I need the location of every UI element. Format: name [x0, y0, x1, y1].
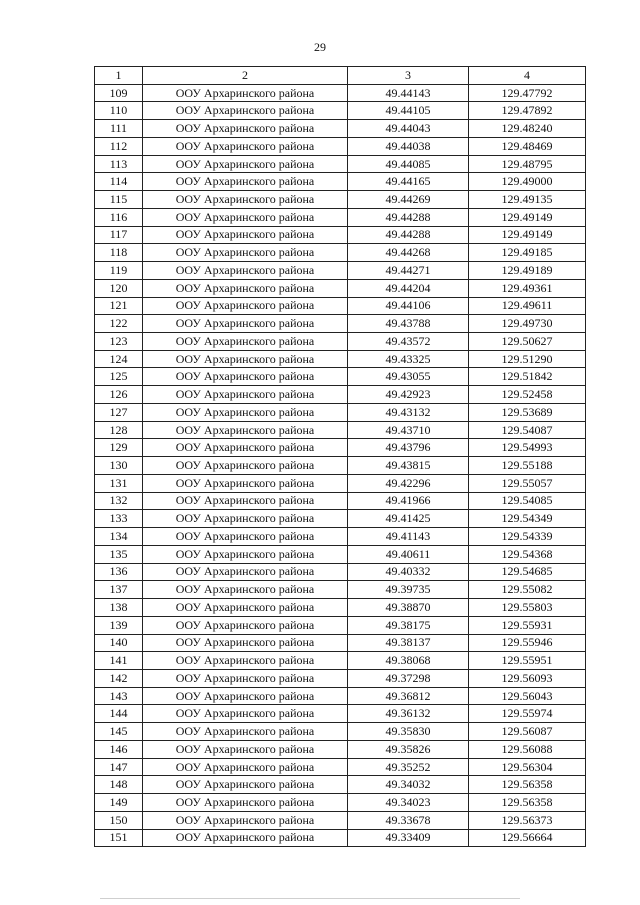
- row-number-cell: 131: [95, 474, 143, 492]
- row-longitude-cell: 129.55951: [469, 652, 586, 670]
- table-row: [95, 581, 586, 599]
- row-latitude-cell: 49.36812: [348, 687, 469, 705]
- row-number-cell: 117: [95, 226, 143, 244]
- row-longitude-cell: 129.55931: [469, 616, 586, 634]
- row-name-cell: ООУ Архаринского района: [143, 297, 348, 315]
- row-latitude-cell: 49.33678: [348, 811, 469, 829]
- row-latitude-cell: 49.44288: [348, 226, 469, 244]
- table-row: [95, 155, 586, 173]
- row-latitude-cell: 49.44043: [348, 120, 469, 138]
- row-name-cell: ООУ Архаринского района: [143, 403, 348, 421]
- row-name-cell: ООУ Архаринского района: [143, 474, 348, 492]
- table-row: [95, 474, 586, 492]
- row-number-cell: 125: [95, 368, 143, 386]
- table-row: [95, 279, 586, 297]
- row-longitude-cell: 129.48795: [469, 155, 586, 173]
- table-row: [95, 102, 586, 120]
- row-longitude-cell: 129.54685: [469, 563, 586, 581]
- row-name-cell: ООУ Архаринского района: [143, 616, 348, 634]
- row-longitude-cell: 129.56088: [469, 740, 586, 758]
- row-name-cell: ООУ Архаринского района: [143, 421, 348, 439]
- table-row: [95, 528, 586, 546]
- row-number-cell: 129: [95, 439, 143, 457]
- row-latitude-cell: 49.34032: [348, 776, 469, 794]
- table-row: [95, 439, 586, 457]
- row-longitude-cell: 129.54993: [469, 439, 586, 457]
- row-latitude-cell: 49.34023: [348, 794, 469, 812]
- row-latitude-cell: 49.44288: [348, 208, 469, 226]
- table-row: [95, 776, 586, 794]
- row-number-cell: 110: [95, 102, 143, 120]
- row-name-cell: ООУ Архаринского района: [143, 687, 348, 705]
- row-latitude-cell: 49.43815: [348, 457, 469, 475]
- table-row: [95, 634, 586, 652]
- row-name-cell: ООУ Архаринского района: [143, 776, 348, 794]
- row-name-cell: ООУ Архаринского района: [143, 563, 348, 581]
- row-latitude-cell: 49.39735: [348, 581, 469, 599]
- row-latitude-cell: 49.38870: [348, 599, 469, 617]
- row-name-cell: ООУ Архаринского района: [143, 723, 348, 741]
- row-latitude-cell: 49.44204: [348, 279, 469, 297]
- row-longitude-cell: 129.52458: [469, 386, 586, 404]
- row-name-cell: ООУ Архаринского района: [143, 386, 348, 404]
- table-row: [95, 723, 586, 741]
- row-latitude-cell: 49.43325: [348, 350, 469, 368]
- row-longitude-cell: 129.49000: [469, 173, 586, 191]
- row-longitude-cell: 129.54368: [469, 545, 586, 563]
- row-latitude-cell: 49.42923: [348, 386, 469, 404]
- row-latitude-cell: 49.41425: [348, 510, 469, 528]
- row-longitude-cell: 129.49149: [469, 226, 586, 244]
- row-name-cell: ООУ Архаринского района: [143, 794, 348, 812]
- row-number-cell: 109: [95, 84, 143, 102]
- row-latitude-cell: 49.44106: [348, 297, 469, 315]
- table-row: [95, 599, 586, 617]
- row-longitude-cell: 129.49149: [469, 208, 586, 226]
- table-header-row: [95, 67, 586, 85]
- row-name-cell: ООУ Архаринского района: [143, 811, 348, 829]
- row-longitude-cell: 129.51842: [469, 368, 586, 386]
- row-longitude-cell: 129.51290: [469, 350, 586, 368]
- table-row: [95, 333, 586, 351]
- table-row: [95, 758, 586, 776]
- row-latitude-cell: 49.44038: [348, 137, 469, 155]
- row-name-cell: ООУ Архаринского района: [143, 155, 348, 173]
- row-longitude-cell: 129.49361: [469, 279, 586, 297]
- row-number-cell: 124: [95, 350, 143, 368]
- table-row: [95, 829, 586, 847]
- row-number-cell: 115: [95, 191, 143, 209]
- row-latitude-cell: 49.35830: [348, 723, 469, 741]
- row-latitude-cell: 49.38175: [348, 616, 469, 634]
- table-row: [95, 457, 586, 475]
- row-longitude-cell: 129.54339: [469, 528, 586, 546]
- row-number-cell: 132: [95, 492, 143, 510]
- row-longitude-cell: 129.56304: [469, 758, 586, 776]
- row-longitude-cell: 129.55057: [469, 474, 586, 492]
- row-latitude-cell: 49.43055: [348, 368, 469, 386]
- row-longitude-cell: 129.55188: [469, 457, 586, 475]
- table-row: [95, 350, 586, 368]
- row-name-cell: ООУ Архаринского района: [143, 528, 348, 546]
- row-longitude-cell: 129.56087: [469, 723, 586, 741]
- row-longitude-cell: 129.56358: [469, 794, 586, 812]
- table-row: [95, 616, 586, 634]
- table-row: [95, 740, 586, 758]
- row-number-cell: 149: [95, 794, 143, 812]
- row-latitude-cell: 49.41966: [348, 492, 469, 510]
- row-longitude-cell: 129.48240: [469, 120, 586, 138]
- row-number-cell: 143: [95, 687, 143, 705]
- row-latitude-cell: 49.43788: [348, 315, 469, 333]
- row-longitude-cell: 129.56043: [469, 687, 586, 705]
- row-name-cell: ООУ Архаринского района: [143, 191, 348, 209]
- row-longitude-cell: 129.56358: [469, 776, 586, 794]
- row-name-cell: ООУ Архаринского района: [143, 492, 348, 510]
- row-longitude-cell: 129.50627: [469, 333, 586, 351]
- row-number-cell: 114: [95, 173, 143, 191]
- row-longitude-cell: 129.49611: [469, 297, 586, 315]
- row-longitude-cell: 129.55803: [469, 599, 586, 617]
- row-latitude-cell: 49.35252: [348, 758, 469, 776]
- table-row: [95, 510, 586, 528]
- row-longitude-cell: 129.48469: [469, 137, 586, 155]
- row-name-cell: ООУ Архаринского района: [143, 829, 348, 847]
- table-row: [95, 811, 586, 829]
- row-name-cell: ООУ Архаринского района: [143, 279, 348, 297]
- row-longitude-cell: 129.49189: [469, 262, 586, 280]
- row-latitude-cell: 49.44269: [348, 191, 469, 209]
- row-number-cell: 123: [95, 333, 143, 351]
- row-name-cell: ООУ Архаринского района: [143, 262, 348, 280]
- row-name-cell: ООУ Архаринского района: [143, 457, 348, 475]
- table-row: [95, 705, 586, 723]
- row-latitude-cell: 49.35826: [348, 740, 469, 758]
- coordinates-table: [94, 66, 586, 847]
- row-number-cell: 141: [95, 652, 143, 670]
- row-longitude-cell: 129.55946: [469, 634, 586, 652]
- row-number-cell: 126: [95, 386, 143, 404]
- table-row: [95, 297, 586, 315]
- row-latitude-cell: 49.41143: [348, 528, 469, 546]
- row-longitude-cell: 129.53689: [469, 403, 586, 421]
- row-longitude-cell: 129.49730: [469, 315, 586, 333]
- row-name-cell: ООУ Архаринского района: [143, 634, 348, 652]
- row-number-cell: 113: [95, 155, 143, 173]
- row-number-cell: 136: [95, 563, 143, 581]
- table-row: [95, 208, 586, 226]
- page-number: 29: [314, 40, 326, 54]
- row-number-cell: 121: [95, 297, 143, 315]
- row-latitude-cell: 49.37298: [348, 669, 469, 687]
- row-number-cell: 146: [95, 740, 143, 758]
- table-row: [95, 545, 586, 563]
- table-row: [95, 244, 586, 262]
- row-latitude-cell: 49.43572: [348, 333, 469, 351]
- table-row: [95, 421, 586, 439]
- row-number-cell: 140: [95, 634, 143, 652]
- row-name-cell: ООУ Архаринского района: [143, 120, 348, 138]
- row-name-cell: ООУ Архаринского района: [143, 244, 348, 262]
- column-header-number: 1: [95, 67, 143, 85]
- table-row: [95, 137, 586, 155]
- row-number-cell: 133: [95, 510, 143, 528]
- row-latitude-cell: 49.43796: [348, 439, 469, 457]
- row-name-cell: ООУ Архаринского района: [143, 333, 348, 351]
- row-name-cell: ООУ Архаринского района: [143, 758, 348, 776]
- row-latitude-cell: 49.44268: [348, 244, 469, 262]
- row-longitude-cell: 129.56373: [469, 811, 586, 829]
- row-latitude-cell: 49.43132: [348, 403, 469, 421]
- row-longitude-cell: 129.49185: [469, 244, 586, 262]
- row-latitude-cell: 49.44085: [348, 155, 469, 173]
- row-name-cell: ООУ Архаринского района: [143, 173, 348, 191]
- table-row: [95, 794, 586, 812]
- table-row: [95, 191, 586, 209]
- row-longitude-cell: 129.55082: [469, 581, 586, 599]
- column-header-name: 2: [143, 67, 348, 85]
- row-number-cell: 128: [95, 421, 143, 439]
- row-name-cell: ООУ Архаринского района: [143, 581, 348, 599]
- table-body: [95, 84, 586, 847]
- row-name-cell: ООУ Архаринского района: [143, 439, 348, 457]
- row-number-cell: 151: [95, 829, 143, 847]
- row-name-cell: ООУ Архаринского района: [143, 208, 348, 226]
- row-number-cell: 134: [95, 528, 143, 546]
- row-latitude-cell: 49.38137: [348, 634, 469, 652]
- row-latitude-cell: 49.36132: [348, 705, 469, 723]
- row-number-cell: 137: [95, 581, 143, 599]
- table-row: [95, 315, 586, 333]
- table-row: [95, 226, 586, 244]
- row-name-cell: ООУ Архаринского района: [143, 705, 348, 723]
- row-number-cell: 147: [95, 758, 143, 776]
- row-number-cell: 144: [95, 705, 143, 723]
- row-number-cell: 116: [95, 208, 143, 226]
- row-latitude-cell: 49.44143: [348, 84, 469, 102]
- row-name-cell: ООУ Архаринского района: [143, 315, 348, 333]
- table-row: [95, 84, 586, 102]
- row-longitude-cell: 129.54087: [469, 421, 586, 439]
- footer-divider: [100, 898, 520, 899]
- row-name-cell: ООУ Архаринского района: [143, 137, 348, 155]
- row-latitude-cell: 49.33409: [348, 829, 469, 847]
- row-number-cell: 139: [95, 616, 143, 634]
- row-number-cell: 127: [95, 403, 143, 421]
- row-latitude-cell: 49.40611: [348, 545, 469, 563]
- table-row: [95, 173, 586, 191]
- table-row: [95, 386, 586, 404]
- row-name-cell: ООУ Архаринского района: [143, 510, 348, 528]
- table-row: [95, 687, 586, 705]
- row-longitude-cell: 129.54085: [469, 492, 586, 510]
- row-number-cell: 138: [95, 599, 143, 617]
- row-number-cell: 118: [95, 244, 143, 262]
- row-number-cell: 112: [95, 137, 143, 155]
- row-latitude-cell: 49.44165: [348, 173, 469, 191]
- row-name-cell: ООУ Архаринского района: [143, 102, 348, 120]
- row-longitude-cell: 129.47792: [469, 84, 586, 102]
- row-name-cell: ООУ Архаринского района: [143, 652, 348, 670]
- row-number-cell: 135: [95, 545, 143, 563]
- row-latitude-cell: 49.38068: [348, 652, 469, 670]
- row-latitude-cell: 49.44271: [348, 262, 469, 280]
- row-longitude-cell: 129.55974: [469, 705, 586, 723]
- row-number-cell: 119: [95, 262, 143, 280]
- row-number-cell: 120: [95, 279, 143, 297]
- row-latitude-cell: 49.44105: [348, 102, 469, 120]
- table-row: [95, 403, 586, 421]
- row-longitude-cell: 129.56093: [469, 669, 586, 687]
- row-longitude-cell: 129.49135: [469, 191, 586, 209]
- row-longitude-cell: 129.47892: [469, 102, 586, 120]
- table-row: [95, 669, 586, 687]
- row-name-cell: ООУ Архаринского района: [143, 84, 348, 102]
- row-longitude-cell: 129.54349: [469, 510, 586, 528]
- row-number-cell: 148: [95, 776, 143, 794]
- row-number-cell: 142: [95, 669, 143, 687]
- row-name-cell: ООУ Архаринского района: [143, 368, 348, 386]
- table-row: [95, 262, 586, 280]
- column-header-longitude: 4: [469, 67, 586, 85]
- row-name-cell: ООУ Архаринского района: [143, 226, 348, 244]
- row-latitude-cell: 49.40332: [348, 563, 469, 581]
- table-row: [95, 563, 586, 581]
- row-number-cell: 145: [95, 723, 143, 741]
- row-number-cell: 150: [95, 811, 143, 829]
- row-name-cell: ООУ Архаринского района: [143, 740, 348, 758]
- row-name-cell: ООУ Архаринского района: [143, 350, 348, 368]
- row-longitude-cell: 129.56664: [469, 829, 586, 847]
- row-name-cell: ООУ Архаринского района: [143, 669, 348, 687]
- row-number-cell: 122: [95, 315, 143, 333]
- table-row: [95, 368, 586, 386]
- table-row: [95, 652, 586, 670]
- row-latitude-cell: 49.43710: [348, 421, 469, 439]
- row-number-cell: 111: [95, 120, 143, 138]
- row-name-cell: ООУ Архаринского района: [143, 599, 348, 617]
- table-row: [95, 120, 586, 138]
- row-latitude-cell: 49.42296: [348, 474, 469, 492]
- row-name-cell: ООУ Архаринского района: [143, 545, 348, 563]
- column-header-latitude: 3: [348, 67, 469, 85]
- row-number-cell: 130: [95, 457, 143, 475]
- table-row: [95, 492, 586, 510]
